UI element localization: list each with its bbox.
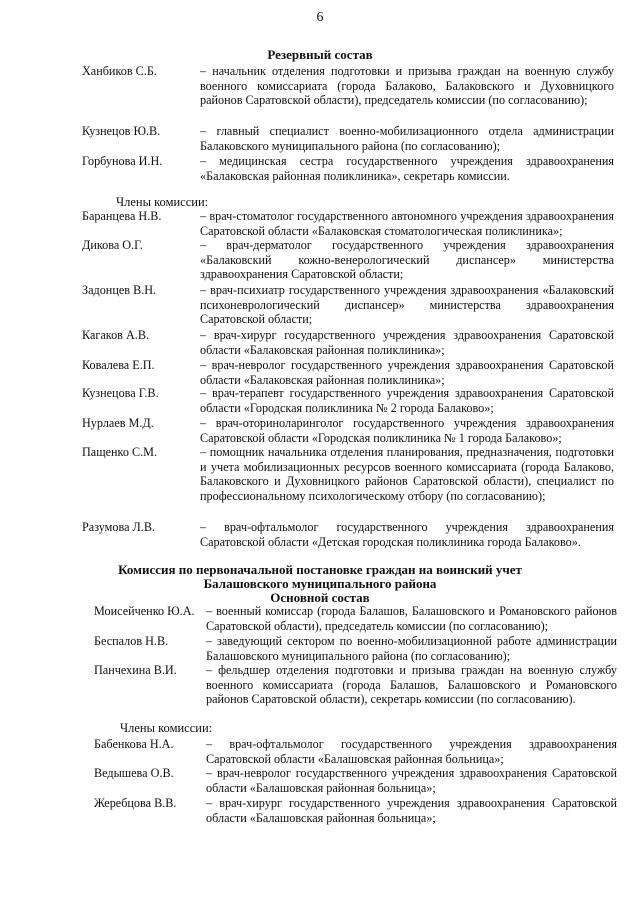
person-role: – главный специалист военно-мобилизационного отдела администрации Балаковского муниципального района (по согласованию);: [200, 124, 614, 153]
person-name: Бабенкова Н.А.: [94, 737, 174, 751]
members-label: Члены комиссии:: [116, 195, 209, 209]
person-role: – фельдшер отделения подготовки и призыва граждан на военную службу военного комиссариата (города Балашов, Балашовского и Романовского районов Саратовской области), секретарь комиссии (по согласованию).: [206, 663, 617, 707]
person-name: Ханбиков С.Б.: [82, 64, 157, 78]
person-role: – врач-терапевт государственного учреждения здравоохранения Саратовской области «Городская поликлиника № 2 города Балаково»;: [200, 386, 614, 415]
person-name: Ведышева О.В.: [94, 766, 174, 780]
person-role: – медицинская сестра государственного учреждения здравоохранения «Балаковская районная поликлиника», секретарь комиссии.: [200, 154, 614, 183]
commission-heading: Комиссия по первоначальной постановке граждан на воинский учет: [118, 562, 522, 577]
person-role: – начальник отделения подготовки и призыва граждан на военную службу военного комиссариата (города Балаково, Балаковского и Духовницкого районов Саратовской области), председатель комиссии (по согласованию);: [200, 64, 614, 108]
person-name: Нурлаев М.Д.: [82, 416, 154, 430]
person-role: – врач-оториноларинголог государственного учреждения здравоохранения Саратовской области «Городская поликлиника № 1 города Балаково»;: [200, 416, 614, 445]
person-role: – врач-офтальмолог государственного учреждения здравоохранения Саратовской области «Детская городская поликлиника города Балаково».: [200, 520, 614, 549]
reserve-heading: Резервный состав: [267, 47, 373, 62]
person-role: – врач-хирург государственного учреждения здравоохранения Саратовской области «Балаковская районная поликлиника»;: [200, 328, 614, 357]
commission-heading-district: Балашовского муниципального района: [203, 576, 437, 591]
person-name: Кузнецов Ю.В.: [82, 124, 161, 138]
main-composition-heading: Основной состав: [270, 590, 370, 605]
person-name: Задонцев В.Н.: [82, 283, 157, 297]
person-name: Разумова Л.В.: [82, 520, 156, 534]
person-name: Беспалов Н.В.: [94, 634, 169, 648]
person-name: Панчехина В.И.: [94, 663, 177, 677]
person-name: Дикова О.Г.: [82, 238, 143, 252]
person-name: Моисейченко Ю.А.: [94, 604, 195, 618]
person-name: Кузнецова Г.В.: [82, 386, 159, 400]
members-label: Члены комиссии:: [120, 721, 213, 735]
person-role: – врач-психиатр государственного учреждения здравоохранения «Балаковский психоневрологический диспансер» министерства здравоохранения Саратовской области;: [200, 283, 614, 327]
person-role: – помощник начальника отделения планирования, предназначения, подготовки и учета мобилизационных ресурсов военного комиссариата (города Балаково, Балаковского и Духовницкого районов Саратовской области), специалист по профессиональному психологическому отбору (по согласованию);: [200, 445, 614, 503]
person-role: – врач-стоматолог государственного автономного учреждения здравоохранения Саратовской области «Балаковская стоматологическая поликлиника»;: [200, 209, 614, 238]
person-name: Кагаков А.В.: [82, 328, 150, 342]
person-role: – врач-невролог государственного учреждения здравоохранения Саратовской области «Балаковская районная поликлиника»;: [200, 358, 614, 387]
person-name: Ковалева Е.П.: [82, 358, 155, 372]
person-role: – врач-офтальмолог государственного учреждения здравоохранения Саратовской области «Балашовская районная больница»;: [206, 737, 617, 766]
person-role: – врач-дерматолог государственного учреждения здравоохранения «Балаковский кожно-венерологический диспансер» министерства здравоохранения Саратовской области;: [200, 238, 614, 282]
person-name: Горбунова И.Н.: [82, 154, 163, 168]
person-name: Пащенко С.М.: [82, 445, 158, 459]
person-role: – заведующий сектором по военно-мобилизационной работе администрации Балашовского муниципального района (по согласованию);: [206, 634, 617, 663]
person-role: – врач-хирург государственного учреждения здравоохранения Саратовской области «Балашовская районная больница»;: [206, 796, 617, 825]
person-role: – военный комиссар (города Балашов, Балашовского и Романовского районов Саратовской области), председатель комиссии (по согласованию);: [206, 604, 617, 633]
page-number: 6: [316, 10, 324, 25]
person-role: – врач-невролог государственного учреждения здравоохранения Саратовской области «Балашовская районная больница»;: [206, 766, 617, 795]
person-name: Баранцева Н.В.: [82, 209, 162, 223]
person-name: Жеребцова В.В.: [94, 796, 177, 810]
